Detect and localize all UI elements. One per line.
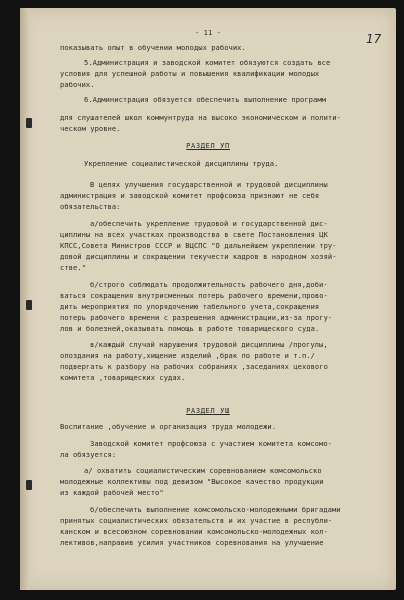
text-line: администрация и заводской комитет профсоюза признают не себя	[60, 191, 320, 200]
text-line: комитета ,товарищеских судах.	[60, 373, 186, 382]
text-line: в/каждый случай нарушения трудовой дисциплины /прогулы,	[90, 340, 328, 349]
text-line: КПСС,Совета Министров СССР и ВЦСПС "О дальнейшем укреплении тру-	[60, 241, 337, 250]
text-line: лов и болезней,оказывать помощь в работе товарищеского суда.	[60, 324, 320, 333]
text-line: 5.Администрация и заводской комитет обязуются создать все	[84, 58, 331, 67]
text-line: циплины на всех участках производства в свете Постановления ЦК	[60, 230, 328, 239]
text-line: лективов,направив усилия участников соревнования на улучшение	[60, 538, 324, 547]
page-binding-edge	[20, 8, 30, 590]
text-line: показывать опыт в обучении молодых рабочих.	[60, 43, 246, 52]
text-line: а/обеспечить укрепление трудовой и государственной дис-	[90, 219, 328, 228]
text-line: молодежные коллективы под девизом "Высокое качество продукции	[60, 477, 324, 486]
text-line: ла обязуется:	[60, 450, 117, 459]
text-line: Укрепление социалистической дисциплины труда.	[84, 159, 279, 168]
text-line: В целях улучшения государственной и трудовой дисциплины	[90, 180, 328, 189]
text-line: принятых социалистических обязательств и их участие в республи-	[60, 516, 333, 525]
text-line: б/обеспечить выполнение комсомольско-молодежными бригадами	[90, 505, 341, 514]
text-line: а/ охватить социалистическим соревнованием комсомольско	[84, 466, 322, 475]
text-line: рабочих.	[60, 80, 95, 89]
text-line: из каждой рабочей место"	[60, 488, 164, 497]
section-heading: РАЗДЕЛ УП	[186, 141, 230, 150]
handwritten-page-number: 17	[366, 32, 382, 46]
text-line: потерь рабочего времени с разрешения администрации,из-за прогу-	[60, 313, 333, 322]
section-heading: РАЗДЕЛ УШ	[186, 406, 230, 415]
binding-hole	[26, 300, 32, 310]
text-line: опоздания на работу,хищение изделий ,брак по работе и т.п./	[60, 351, 315, 360]
binding-hole	[26, 118, 32, 128]
text-line: канском и всесоюзном соревновании комсомольско-молодежных кол-	[60, 527, 328, 536]
text-line: для слушателей школ коммунтруда на высоко экономическом и полити-	[60, 113, 341, 122]
text-line: обязательства:	[60, 202, 121, 211]
text-line: довой дисциплины и сокращении текучести кадров в народном хозяй-	[60, 252, 337, 261]
text-line: ческом уровне.	[60, 124, 121, 133]
page-header: - 11 -	[195, 28, 221, 37]
text-line: Воспитание ,обучение и организация труда молодежи.	[60, 422, 277, 431]
text-line: дить мероприятия по упорядочению табельного учета,сокращения	[60, 302, 320, 311]
text-line: условия для успешной работы и повышения квалификации молодых	[60, 69, 320, 78]
text-line: стве."	[60, 263, 86, 272]
text-line: Заводской комитет профсоюза с участием комитета комсомо-	[90, 439, 332, 448]
text-line: подвергать к разбору на рабочих собраниях ,заседаниях цехового	[60, 362, 328, 371]
text-line: б/строго соблюдать продолжительность рабочего дня,доби-	[90, 280, 328, 289]
text-line: ваться сокращения внутрисменных потерь рабочего времени,прово-	[60, 291, 328, 300]
text-line: 6.Администрация обязуется обеспечить выполнение программ	[84, 95, 326, 104]
binding-hole	[26, 480, 32, 490]
